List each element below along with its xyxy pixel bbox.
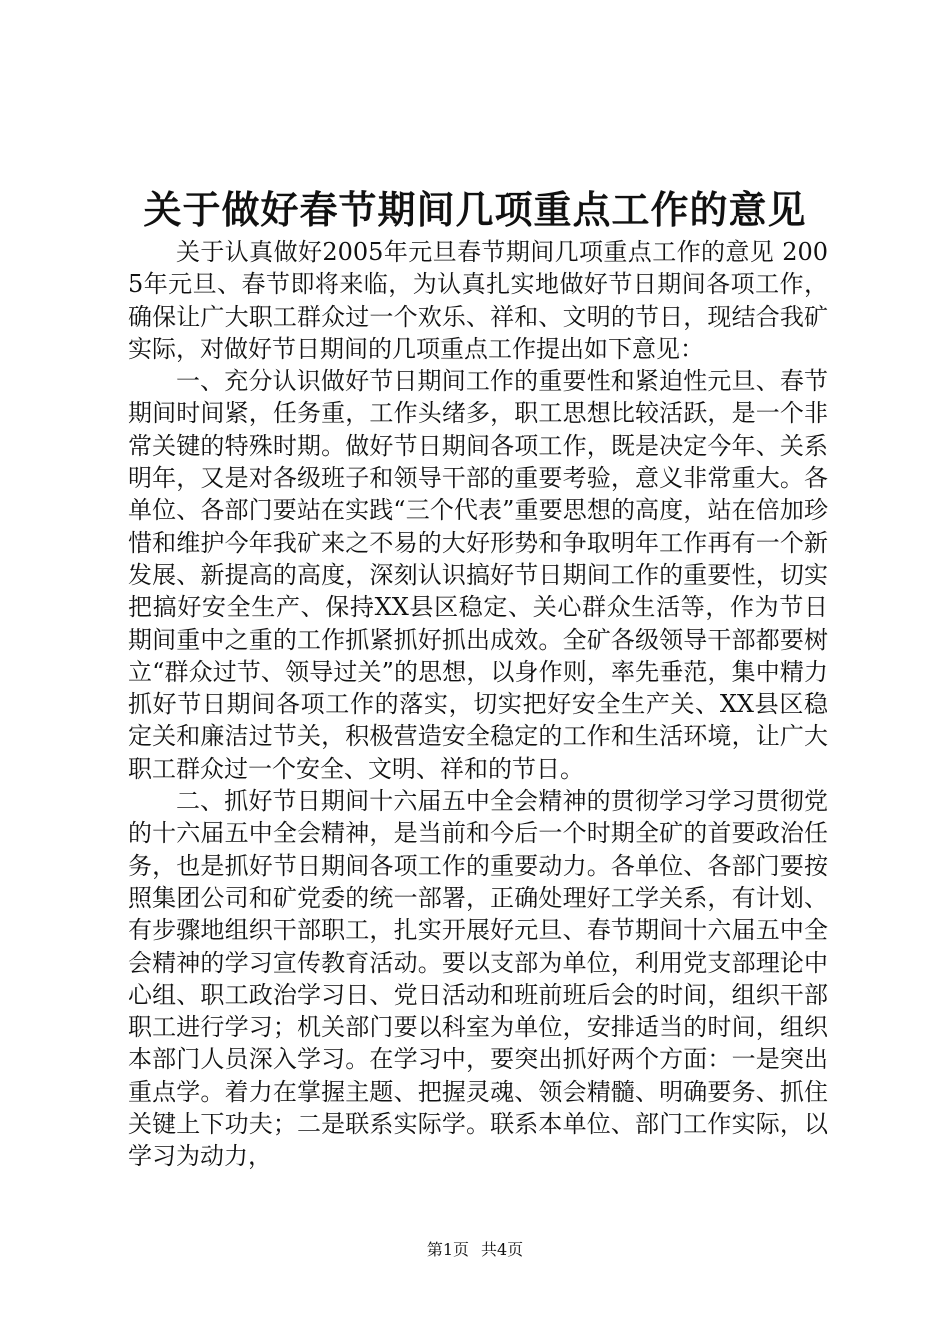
paragraph-intro: 关于认真做好2005年元旦春节期间几项重点工作的意见 2005年元旦、春节即将来临，为认真扎实地做好节日期间各项工作，确保让广大职工群众过一个欢乐、祥和、文明的节日，现结合我矿实际，对做好节日期间的几项重点工作提出如下意见： [128, 238, 828, 363]
document-title: 关于做好春节期间几项重点工作的意见 [143, 187, 807, 232]
paragraph-section-2: 二、抓好节日期间十六届五中全会精神的贯彻学习学习贯彻党的十六届五中全会精神，是当前和今后一个时期全矿的首要政治任务，也是抓好节日期间各项工作的重要动力。各单位、各部门要按照集团公司和矿党委的统一部署，正确处理好工学关系，有计划、有步骤地组织干部职工，扎实开展好元旦、春节期间十六届五中全会精神的学习宣传教育活动。要以支部为单位，利用党支部理论中心组、职工政治学习日、党日活动和班前班后会的时间，组织干部职工进行学习；机关部门要以科室为单位，安排适当的时间，组织本部门人员深入学习。在学习中，要突出抓好两个方面：一是突出重点学。着力在掌握主题、把握灵魂、领会精髓、明确要务、抓住关键上下功夫；二是联系实际学。联系本单位、部门工作实际，以学习为动力， [128, 787, 828, 1171]
document-body [128, 236, 828, 1173]
paragraph-section-1: 一、充分认识做好节日期间工作的重要性和紧迫性元旦、春节期间时间紧，任务重，工作头绪多，职工思想比较活跃，是一个非常关键的特殊时期。做好节日期间各项工作，既是决定今年、关系明年，又是对各级班子和领导干部的重要考验，意义非常重大。各单位、各部门要站在实践“三个代表”重要思想的高度，站在倍加珍惜和维护今年我矿来之不易的大好形势和争取明年工作再有一个新发展、新提高的高度，深刻认识搞好节日期间工作的重要性，切实把搞好安全生产、保持XX县区稳定、关心群众生活等，作为节日期间重中之重的工作抓紧抓好抓出成效。全矿各级领导干部都要树立“群众过节、领导过关”的思想，以身作则，率先垂范，集中精力抓好节日期间各项工作的落实，切实把好安全生产关、XX县区稳定关和廉洁过节关，积极营造安全稳定的工作和生活环境，让广大职工群众过一个安全、文明、祥和的节日。 [128, 367, 828, 783]
page-number: 第1页 [426, 1240, 469, 1259]
page-footer [0, 1238, 950, 1262]
page-total: 共4页 [481, 1240, 524, 1259]
